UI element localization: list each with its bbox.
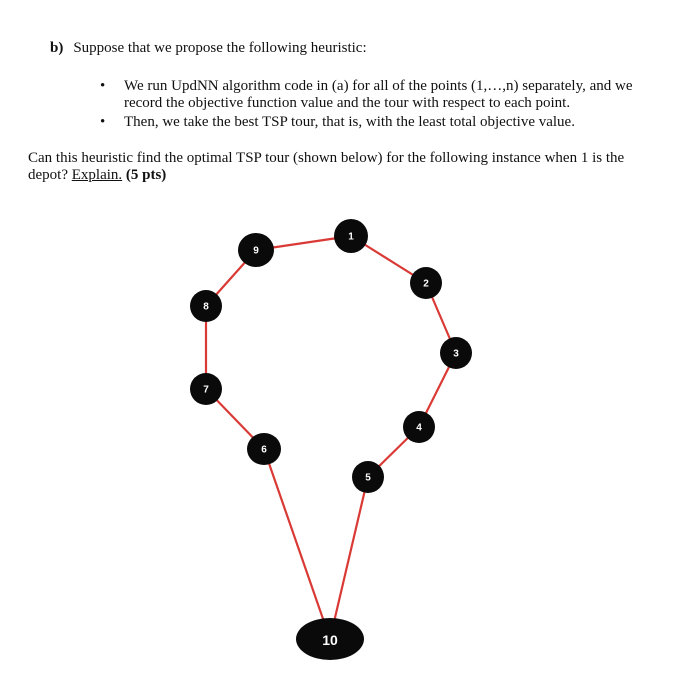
bullet-icon: • [100, 114, 106, 130]
node-label: 5 [365, 472, 371, 484]
bullet-icon: • [100, 78, 106, 94]
tour-edge-5-10 [330, 477, 368, 639]
node-label: 9 [253, 245, 259, 257]
node-label: 3 [453, 348, 459, 360]
question-intro: Suppose that we propose the following heuristic: [73, 40, 367, 56]
node-1 [334, 219, 368, 253]
node-3 [440, 337, 472, 369]
question-label: b) [50, 40, 64, 56]
node-label: 2 [423, 278, 429, 290]
node-2 [410, 267, 442, 299]
prompt-text: Can this heuristic find the optimal TSP tour (shown below) for the following instance when 1 is the depot? [28, 150, 625, 183]
node-5 [352, 461, 384, 493]
node-label: 7 [203, 384, 209, 396]
heuristic-step-text: We run UpdNN algorithm code in (a) for all of the points (1,…,n) separately, and we record the objective function value and the tour with respect to each point. [124, 78, 633, 111]
explain-text: Explain. [71, 167, 123, 183]
node-10 [296, 618, 364, 660]
points-text: (5 pts) [125, 167, 167, 183]
heuristic-step-text: Then, we take the best TSP tour, that is, with the least total objective value. [124, 114, 575, 130]
node-label: 1 [348, 231, 354, 243]
node-4 [403, 411, 435, 443]
tour-nodes [190, 219, 472, 660]
tour-edge-10-6 [264, 449, 330, 639]
node-label: 10 [322, 632, 338, 648]
node-label: 6 [261, 444, 267, 456]
node-6 [247, 433, 281, 465]
node-label: 4 [416, 422, 422, 434]
node-7 [190, 373, 222, 405]
node-9 [238, 233, 274, 267]
node-label: 8 [203, 301, 209, 313]
node-8 [190, 290, 222, 322]
